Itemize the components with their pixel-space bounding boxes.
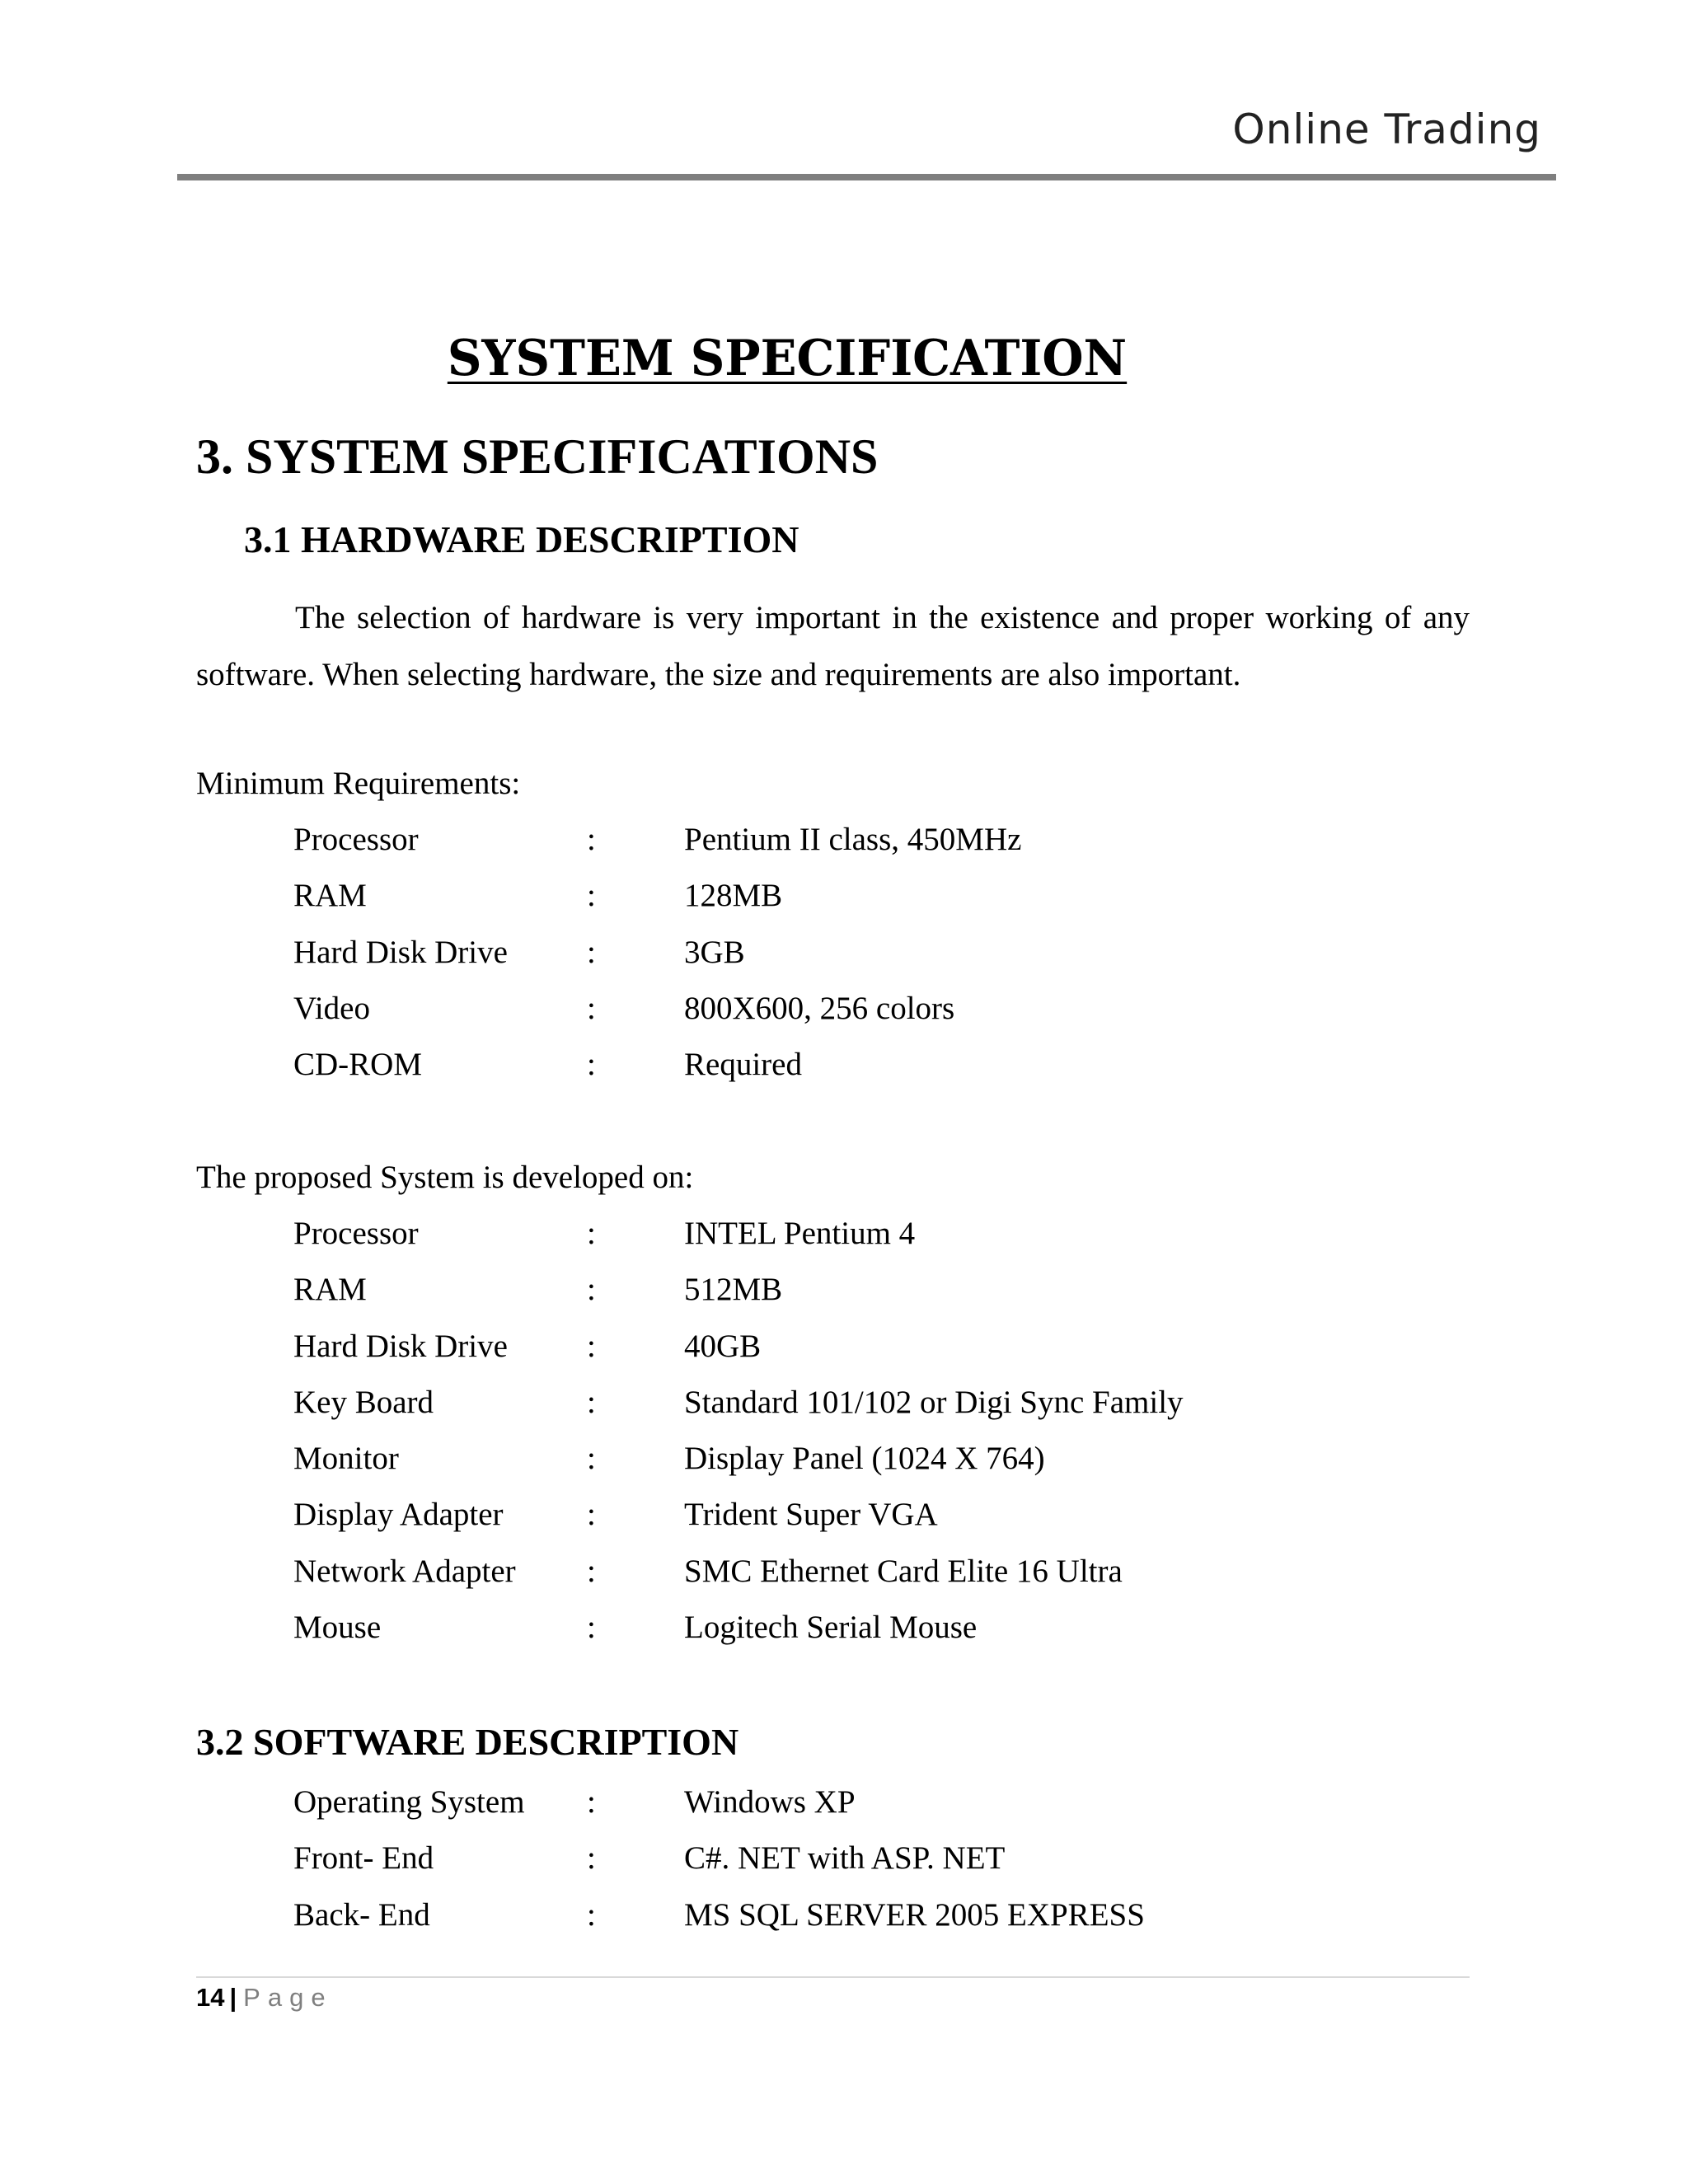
- spec-separator: :: [587, 934, 596, 970]
- spec-name: Front- End: [293, 1840, 434, 1877]
- spec-name: Key Board: [293, 1384, 434, 1420]
- spec-value: SMC Ethernet Card Elite 16 Ultra: [684, 1553, 1123, 1589]
- spec-name: Processor: [293, 1216, 419, 1251]
- spec-value: 512MB: [684, 1272, 783, 1308]
- spec-name: Monitor: [293, 1441, 399, 1477]
- minimum-requirements-label: Minimum Requirements:: [196, 766, 521, 801]
- spec-value: 800X600, 256 colors: [684, 990, 955, 1026]
- spec-value: 128MB: [684, 878, 783, 914]
- spec-separator: :: [587, 1896, 596, 1933]
- page-number: 14: [196, 1983, 225, 2012]
- spec-separator: :: [587, 878, 596, 914]
- spec-separator: :: [587, 822, 596, 857]
- spec-name: RAM: [293, 878, 367, 914]
- spec-separator: :: [587, 1840, 596, 1877]
- page-word: Page: [243, 1983, 333, 2012]
- spec-name: Display Adapter: [293, 1497, 504, 1533]
- spec-separator: :: [587, 1784, 596, 1820]
- spec-separator: :: [587, 1553, 596, 1589]
- footer-separator: |: [229, 1983, 237, 2012]
- spec-name: Back- End: [293, 1896, 430, 1933]
- footer-divider: [196, 1976, 1470, 1978]
- spec-value: Display Panel (1024 X 764): [684, 1441, 1045, 1477]
- spec-name: RAM: [293, 1272, 367, 1308]
- spec-separator: :: [587, 1610, 596, 1646]
- spec-name: Hard Disk Drive: [293, 934, 508, 970]
- spec-separator: :: [587, 1441, 596, 1477]
- hardware-paragraph: The selection of hardware is very important in the existence and proper working of any software. When selecting hardware, the size and requirements are also important.: [196, 600, 1470, 692]
- spec-value: Logitech Serial Mouse: [684, 1610, 978, 1646]
- spec-value: INTEL Pentium 4: [684, 1216, 916, 1251]
- spec-separator: :: [587, 1497, 596, 1533]
- spec-name: Operating System: [293, 1784, 525, 1820]
- spec-value: Windows XP: [684, 1784, 856, 1820]
- spec-value: Trident Super VGA: [684, 1497, 938, 1533]
- software-heading: 3.2 SOFTWARE DESCRIPTION: [196, 1721, 739, 1763]
- spec-value: C#. NET with ASP. NET: [684, 1840, 1006, 1877]
- developed-on-label: The proposed System is developed on:: [196, 1160, 694, 1195]
- spec-separator: :: [587, 1328, 596, 1364]
- section-heading: 3. SYSTEM SPECIFICATIONS: [196, 429, 879, 484]
- spec-name: Processor: [293, 822, 419, 857]
- spec-name: Network Adapter: [293, 1553, 516, 1589]
- spec-value: 3GB: [684, 934, 745, 970]
- spec-name: Video: [293, 990, 370, 1026]
- spec-value: Required: [684, 1047, 802, 1083]
- spec-name: CD-ROM: [293, 1047, 423, 1083]
- spec-value: 40GB: [684, 1328, 762, 1364]
- header-divider: [177, 174, 1556, 180]
- spec-separator: :: [587, 1216, 596, 1251]
- spec-name: Mouse: [293, 1610, 382, 1646]
- spec-name: Hard Disk Drive: [293, 1328, 508, 1364]
- spec-separator: :: [587, 1384, 596, 1420]
- spec-separator: :: [587, 1272, 596, 1308]
- spec-value: Standard 101/102 or Digi Sync Family: [684, 1384, 1184, 1420]
- decorative-page-title: SYSTEM SPECIFICATION: [447, 330, 1128, 387]
- spec-separator: :: [587, 990, 596, 1026]
- spec-value: MS SQL SERVER 2005 EXPRESS: [684, 1896, 1145, 1933]
- spec-separator: :: [587, 1047, 596, 1083]
- spec-value: Pentium II class, 450MHz: [684, 822, 1022, 857]
- page-footer: [196, 1983, 333, 2013]
- running-header-title: Online Trading: [1232, 105, 1541, 153]
- hardware-heading: 3.1 HARDWARE DESCRIPTION: [244, 518, 799, 560]
